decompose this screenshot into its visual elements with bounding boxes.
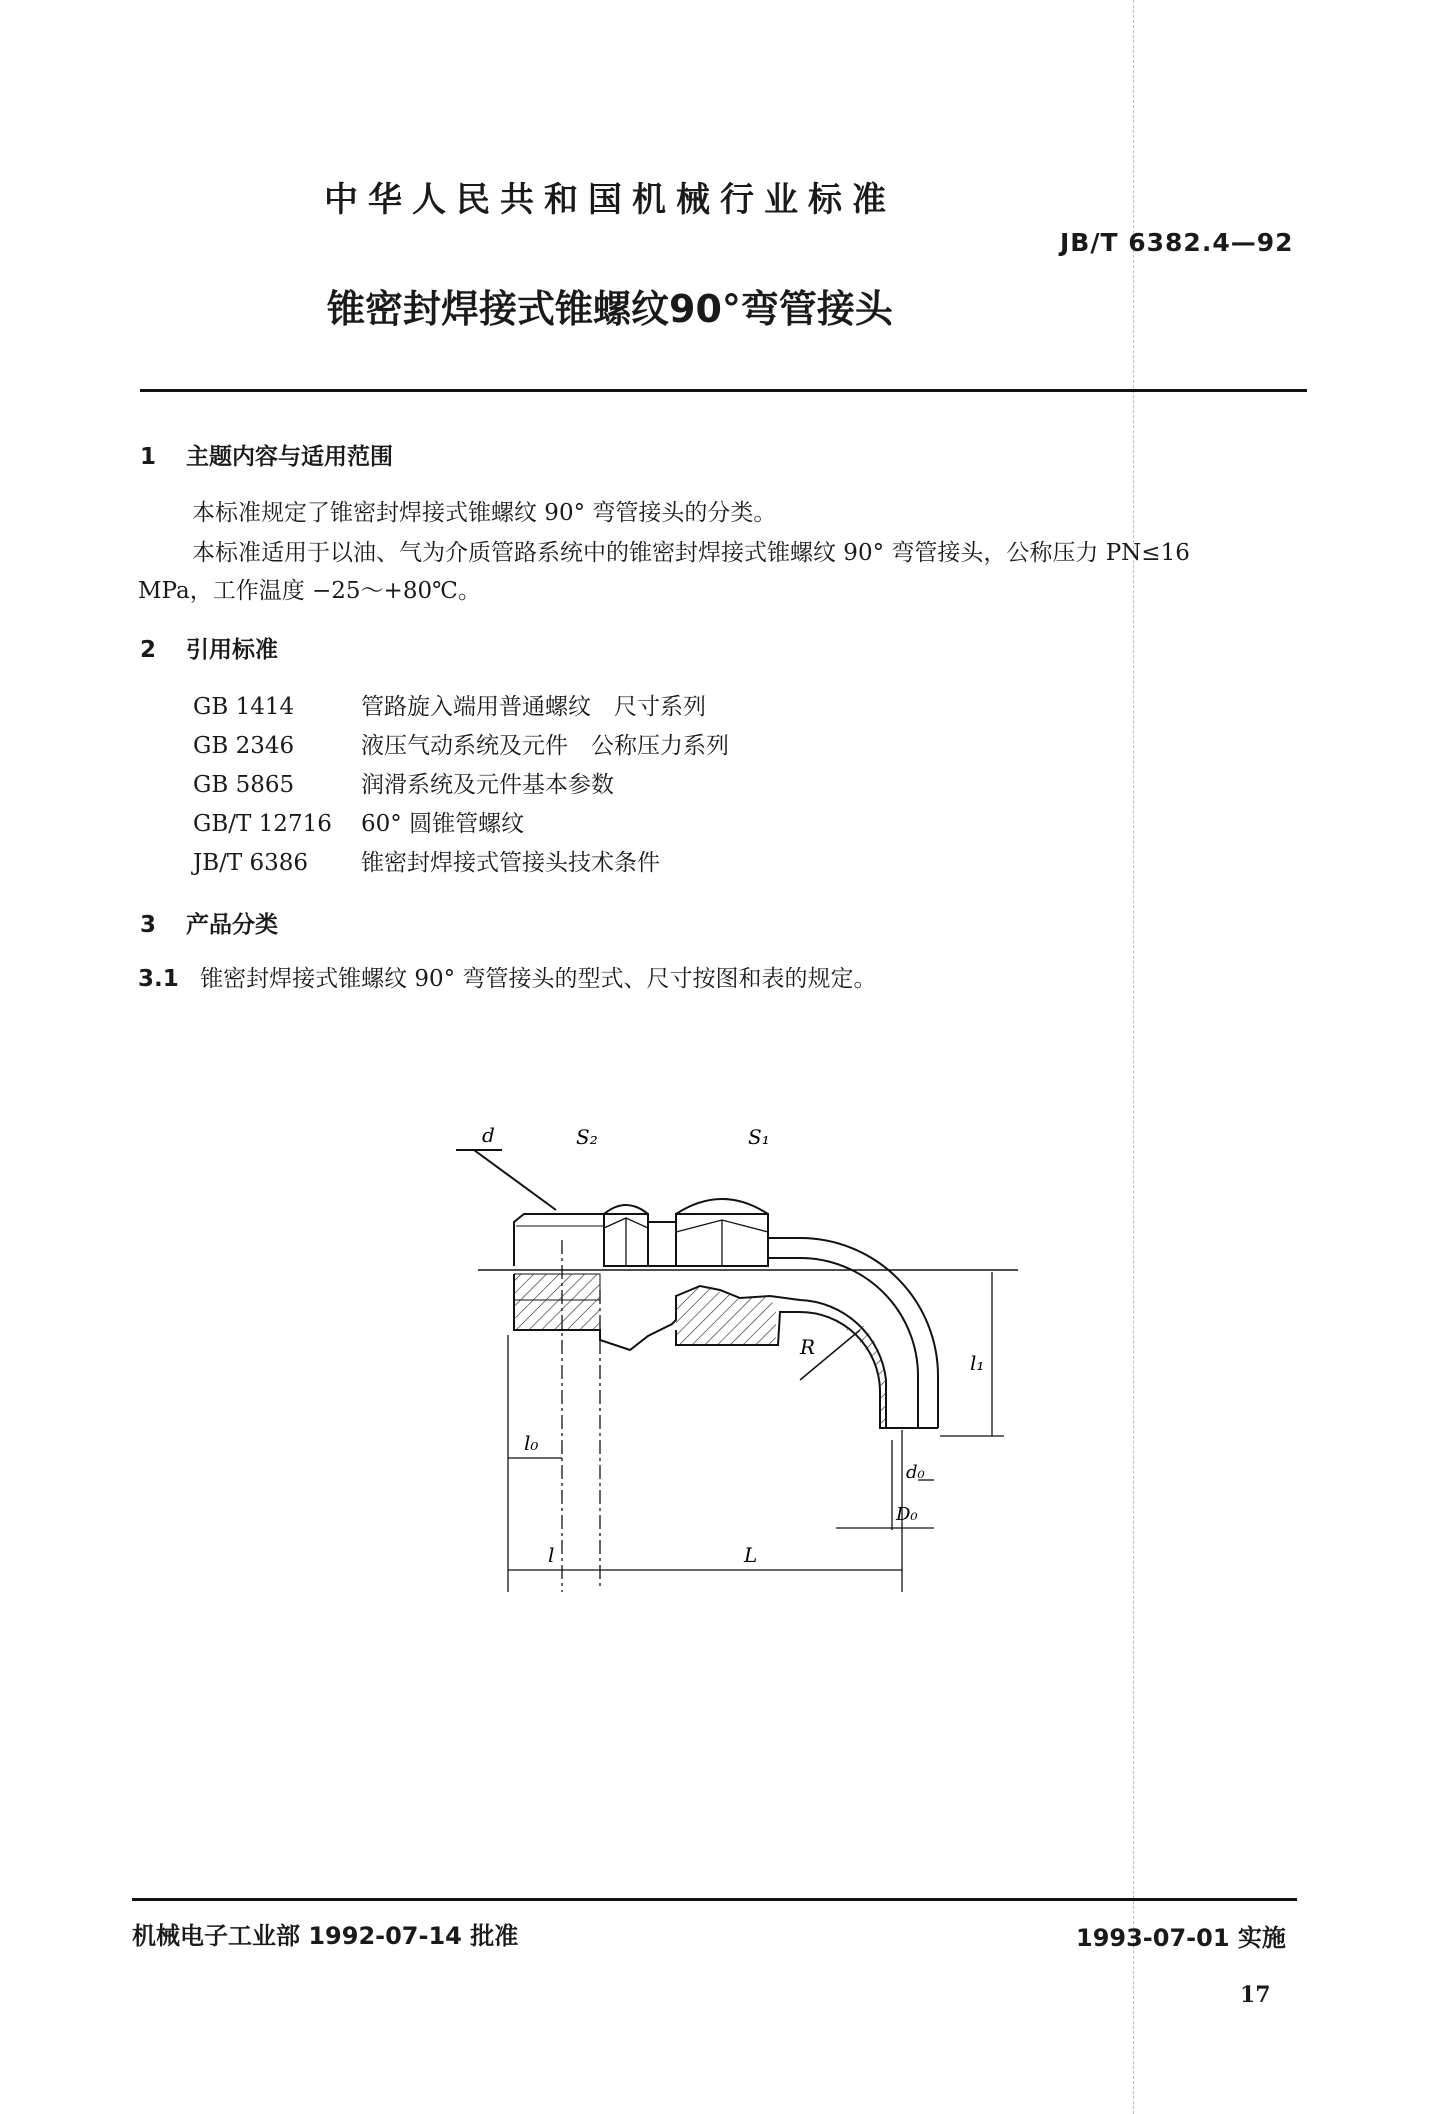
reference-code: GB 5865 [193, 772, 295, 798]
organization-title: 中华人民共和国机械行业标准 [324, 180, 896, 220]
reference-title: 管路旋入端用普通螺纹 尺寸系列 [361, 694, 706, 720]
label-d0: d₀ [906, 1462, 925, 1483]
hatch-nut [676, 1286, 776, 1345]
section-1-number: 1 [140, 444, 157, 470]
hatch-body [514, 1274, 600, 1330]
bent-tube-inner [768, 1258, 918, 1428]
implementation-text: 1993-07-01 实施 [1076, 1924, 1286, 1952]
reference-title: 润滑系统及元件基本参数 [361, 772, 614, 798]
section-3-number: 3 [140, 912, 157, 938]
standard-number: JB/T 6382.4—92 [1060, 228, 1294, 257]
label-L: L [744, 1543, 758, 1567]
section-3-title: 产品分类 [186, 912, 279, 938]
label-D0: D₀ [896, 1504, 918, 1525]
page-number: 17 [1240, 1982, 1271, 2008]
section-1-heading [140, 438, 393, 471]
reference-item [193, 688, 729, 727]
label-r: R [800, 1335, 816, 1359]
label-s2: S₂ [576, 1125, 598, 1149]
section-1-paragraph-2-line-2: MPa，工作温度 −25～+80℃。 [138, 578, 481, 604]
collar-outline [648, 1222, 676, 1266]
section-2-number: 2 [140, 637, 157, 663]
section-1-paragraph-2-line-1: 本标准适用于以油、气为介质管路系统中的锥密封焊接式锥螺纹 90° 弯管接头，公称压力 PN≤16 [192, 540, 1190, 566]
reference-code: GB/T 12716 [193, 811, 332, 837]
nut-s1-top [676, 1199, 768, 1214]
section-3-1-number: 3.1 [138, 966, 179, 992]
section-1-title: 主题内容与适用范围 [186, 444, 394, 470]
section-1-paragraph-1: 本标准规定了锥密封焊接式锥螺纹 90° 弯管接头的分类。 [192, 500, 777, 526]
hex-s2-facets [604, 1218, 648, 1266]
section-2-title: 引用标准 [186, 637, 279, 663]
section-2-heading [140, 631, 278, 664]
header-divider [140, 389, 1307, 392]
section-3-1-paragraph [138, 960, 876, 998]
d-leader-line [474, 1150, 556, 1210]
reference-standards-list [193, 688, 729, 883]
elbow-fitting-drawing [440, 1110, 1040, 1610]
reference-item [193, 727, 729, 766]
threaded-body-outline [514, 1214, 604, 1266]
hatch-tube [846, 1322, 886, 1428]
reference-title: 锥密封焊接式管接头技术条件 [361, 850, 660, 876]
reference-item [193, 766, 729, 805]
label-l1: l₁ [970, 1351, 985, 1375]
label-l0: l₀ [524, 1431, 539, 1455]
hex-s2-top [604, 1205, 648, 1214]
footer-divider [132, 1898, 1297, 1901]
label-s1: S₁ [748, 1125, 770, 1149]
reference-code: GB 1414 [193, 694, 295, 720]
section-3-1-text: 锥密封焊接式锥螺纹 90° 弯管接头的型式、尺寸按图和表的规定。 [200, 966, 877, 992]
section-3-heading [140, 906, 278, 939]
reference-title: 液压气动系统及元件 公称压力系列 [361, 733, 729, 759]
reference-title: 60° 圆锥管螺纹 [361, 811, 525, 837]
label-l: l [548, 1543, 555, 1567]
reference-item [193, 844, 729, 883]
reference-code: GB 2346 [193, 733, 295, 759]
nut-s1-facets [676, 1220, 768, 1266]
label-d: d [482, 1123, 495, 1147]
approval-text: 机械电子工业部 1992-07-14 批准 [132, 1922, 519, 1950]
reference-item [193, 805, 729, 844]
document-title: 锥密封焊接式锥螺纹90°弯管接头 [327, 287, 893, 331]
reference-code: JB/T 6386 [193, 850, 309, 876]
